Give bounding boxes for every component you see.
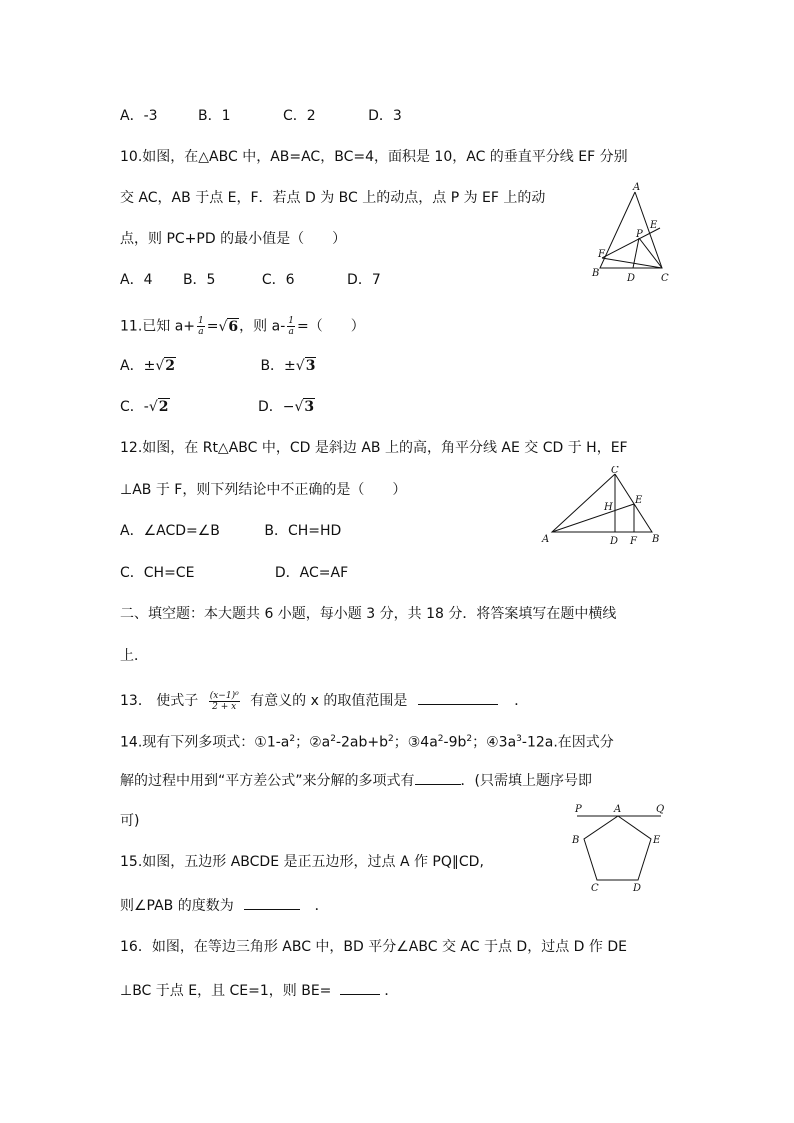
q14-sup-3: 2 xyxy=(388,734,394,744)
q10-line-pc xyxy=(639,238,662,268)
q11-option-a xyxy=(120,358,176,374)
q16-answer-blank[interactable] xyxy=(340,980,380,995)
q11-option-a-label: A．± xyxy=(120,358,156,374)
q15-pentagon-abcde xyxy=(584,816,651,880)
q15-label-a: A xyxy=(614,804,622,815)
q14-poly-3b: -9b xyxy=(443,734,467,751)
q11-option-b-label: B．± xyxy=(260,358,296,374)
q14-sup-4: 2 xyxy=(437,734,444,744)
q13-stem xyxy=(120,690,528,712)
q11-option-b xyxy=(260,358,316,374)
q14-answer-blank[interactable] xyxy=(415,770,461,785)
q10-label-a: A xyxy=(633,182,641,193)
q11-option-c-sqrt: √2 xyxy=(148,399,169,415)
q12-option-c: C．CH=CE xyxy=(120,565,195,581)
q10-option-a: A．4 xyxy=(120,272,153,288)
q14-sup-6: 3 xyxy=(516,734,522,744)
q14-poly-4b: -12a.在因式分 xyxy=(521,734,614,751)
q12-option-b: B．CH=HD xyxy=(264,523,342,539)
q14-stem-line-2 xyxy=(120,770,592,791)
q10-options xyxy=(120,270,381,290)
q9-option-b: B．1 xyxy=(198,108,231,124)
q12-label-h: H xyxy=(604,502,613,513)
q9-option-a: A．-3 xyxy=(120,108,158,124)
q10-line-fc xyxy=(602,258,662,268)
q15-stem-line-2 xyxy=(120,895,329,916)
q11-end: =（ ） xyxy=(297,318,365,335)
q10-label-b: B xyxy=(592,268,600,279)
q16-stem-line-2 xyxy=(120,980,398,1001)
q10-triangle-figure xyxy=(590,178,680,288)
q15-label-q: Q xyxy=(656,804,665,815)
q12-stem-line-1: 12.如图，在 Rt△ABC 中，CD 是斜边 AB 上的高，角平分线 AE 交 CD 于 H，EF xyxy=(120,440,628,456)
q14-stem-line-1 xyxy=(120,729,614,753)
q16-line-2-prefix: ⊥BC 于点 E，且 CE=1，则 BE= xyxy=(120,983,332,999)
q14-poly-2b: -2ab+b xyxy=(335,734,389,751)
q12-options-cd xyxy=(120,563,348,583)
q15-answer-blank[interactable] xyxy=(244,895,300,910)
q12-bisector-ae xyxy=(552,504,634,532)
section-2-heading-line-2: 上． xyxy=(120,648,148,664)
q15-pentagon-figure xyxy=(565,800,675,895)
q13-frac-den: 2 + x xyxy=(212,701,237,712)
q11-sqrt-6: √6 xyxy=(218,318,239,335)
q11-frac-num-2: 1 xyxy=(288,316,294,326)
q11-then: ，则 a- xyxy=(239,318,286,335)
q13-suffix: 有意义的 x 的取值范围是 xyxy=(250,693,408,709)
q10-label-p: P xyxy=(636,229,643,240)
q11-radicand-6: 6 xyxy=(228,318,239,335)
q11-option-c xyxy=(120,399,170,415)
q14-line-2-suffix: ．(只需填上题序号即 xyxy=(460,773,592,789)
q15-label-d: D xyxy=(633,883,642,894)
q9-option-d: D．3 xyxy=(368,108,402,124)
section-2-heading-line-1: 二、填空题：本大题共 6 小题，每小题 3 分，共 18 分．将答案填写在题中横线 xyxy=(120,606,617,622)
q11-frac-num: 1 xyxy=(198,316,204,326)
q12-options-ab xyxy=(120,521,341,541)
q10-stem-line-3: 点，则 PC+PD 的最小值是（ ） xyxy=(120,231,347,247)
q11-option-d-sqrt: √3 xyxy=(294,399,315,415)
q10-option-c: C．6 xyxy=(261,272,295,288)
q12-label-d: D xyxy=(610,536,619,546)
q15-label-c: C xyxy=(591,883,599,894)
q10-label-c: C xyxy=(661,273,669,284)
q11-fraction-one-over-a-2 xyxy=(287,316,295,337)
q11-option-b-sqrt: √3 xyxy=(295,358,316,374)
q13-fraction xyxy=(209,691,240,712)
q11-frac-den: a xyxy=(198,327,204,337)
q10-option-b: B．5 xyxy=(182,272,216,288)
q10-option-d: D．7 xyxy=(347,272,381,288)
q16-stem-line-1: 16．如图，在等边三角形 ABC 中，BD 平分∠ABC 交 AC 于点 D，过点 D 作 DE xyxy=(120,939,627,955)
q15-label-e: E xyxy=(653,835,661,846)
q11-options-cd xyxy=(120,397,315,417)
q12-right-triangle-figure xyxy=(540,466,670,546)
q10-stem-line-2: 交 AC，AB 于点 E，F．若点 D 为 BC 上的动点，点 P 为 EF 上的动 xyxy=(120,190,546,206)
q15-end: ． xyxy=(314,898,329,914)
q15-line-2-prefix: 则∠PAB 的度数为 xyxy=(120,898,234,914)
q11-fraction-one-over-a xyxy=(197,316,205,337)
q11-option-b-radicand: 3 xyxy=(305,358,316,374)
q16-end: ． xyxy=(384,983,399,999)
q11-option-a-radicand: 2 xyxy=(165,358,175,374)
q10-label-d: D xyxy=(627,273,636,284)
q11-option-a-sqrt: √2 xyxy=(155,358,175,374)
q10-label-e: E xyxy=(650,220,658,231)
q15-stem-line-1: 15.如图，五边形 ABCDE 是正五边形，过点 A 作 PQ∥CD, xyxy=(120,854,484,870)
q12-label-b: B xyxy=(652,534,660,545)
q11-option-d-label: D．− xyxy=(257,399,295,415)
q13-prefix: 13． 使式子 xyxy=(120,693,199,709)
q9-options xyxy=(120,106,402,126)
q12-option-a: A．∠ACD=∠B xyxy=(120,523,220,539)
q14-poly-4a: ；④3a xyxy=(472,734,517,751)
q12-label-c: C xyxy=(611,466,619,476)
q14-stem-line-3: 可) xyxy=(120,813,140,829)
q14-poly-2a: ；②a xyxy=(295,734,331,751)
q13-frac-num: (x−1)⁰ xyxy=(209,690,239,701)
q11-option-c-label: C．- xyxy=(120,399,149,415)
q11-option-d-radicand: 3 xyxy=(304,399,315,415)
q14-sup-2: 2 xyxy=(330,734,336,744)
q14-poly-3a: ；③4a xyxy=(393,734,438,751)
q11-option-d xyxy=(258,399,315,415)
q13-end: ． xyxy=(514,693,529,709)
q11-equals: = xyxy=(206,318,219,335)
q11-prefix: 11.已知 a+ xyxy=(120,318,196,335)
q15-label-b: B xyxy=(572,835,580,846)
q15-label-p: P xyxy=(575,804,582,815)
q11-option-c-radicand: 2 xyxy=(158,399,169,415)
q11-stem xyxy=(120,316,365,337)
q11-options-ab xyxy=(120,356,316,376)
q14-poly-1: 14.现有下列多项式：①1-a xyxy=(120,734,290,751)
q12-option-d: D．AC=AF xyxy=(274,565,349,581)
q12-label-e: E xyxy=(635,495,643,506)
q14-line-2-prefix: 解的过程中用到“平方差公式”来分解的多项式有 xyxy=(120,773,415,789)
q12-label-a: A xyxy=(542,534,550,545)
q14-sup-5: 2 xyxy=(466,734,473,744)
q14-sup-1: 2 xyxy=(289,734,296,744)
q10-label-f: F xyxy=(598,249,605,260)
q10-stem-line-1: 10.如图，在△ABC 中，AB=AC，BC=4，面积是 10，AC 的垂直平分线 EF 分别 xyxy=(120,149,628,165)
q13-answer-blank[interactable] xyxy=(418,690,498,705)
q12-stem-line-2: ⊥AB 于 F，则下列结论中不正确的是（ ） xyxy=(120,482,407,498)
q12-label-f: F xyxy=(630,536,637,546)
q11-frac-den-2: a xyxy=(288,327,294,337)
q9-option-c: C．2 xyxy=(282,108,316,124)
